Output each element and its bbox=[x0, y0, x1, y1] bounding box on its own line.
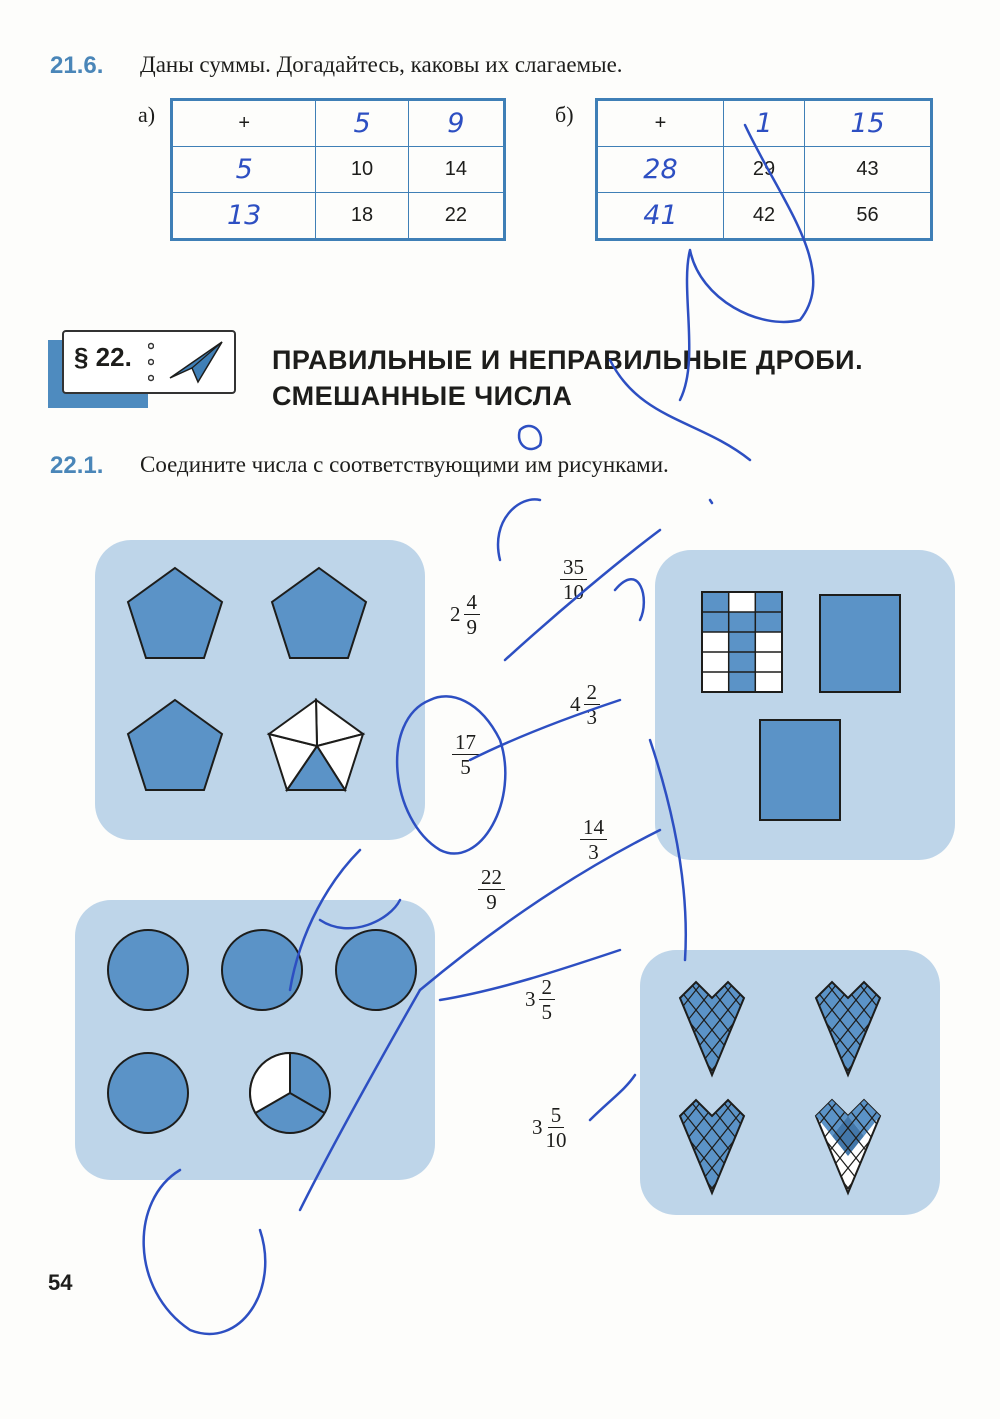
full-rectangle bbox=[820, 595, 900, 692]
heart-shape bbox=[680, 1100, 744, 1193]
circle-shape bbox=[108, 1053, 188, 1133]
table-a-cell: 22 bbox=[408, 193, 504, 240]
pentagon-figures[interactable] bbox=[118, 560, 418, 810]
page-number: 54 bbox=[48, 1270, 73, 1295]
number-whole: 3 bbox=[532, 1115, 543, 1139]
circle-partial-shape bbox=[250, 1053, 330, 1133]
fraction-denominator: 9 bbox=[486, 890, 497, 914]
paper-plane-icon bbox=[164, 338, 226, 384]
fraction-denominator: 3 bbox=[588, 840, 599, 864]
fraction-numerator: 35 bbox=[560, 555, 587, 580]
fraction-numerator: 2 bbox=[539, 975, 556, 1000]
fraction-numerator: 14 bbox=[580, 815, 607, 840]
fraction-denominator: 3 bbox=[586, 705, 597, 729]
number-3-2-5[interactable] bbox=[525, 975, 555, 1024]
heart-figures[interactable] bbox=[672, 980, 912, 1200]
number-whole: 3 bbox=[525, 987, 536, 1011]
fraction-denominator: 10 bbox=[563, 580, 584, 604]
heart-shape bbox=[680, 982, 744, 1075]
number-whole: 4 bbox=[570, 692, 581, 716]
pentagon-shape bbox=[272, 568, 366, 658]
table-b-cell: 42 bbox=[723, 193, 804, 240]
number-17-5[interactable] bbox=[452, 730, 479, 779]
task-number-21-6: 21.6. bbox=[50, 52, 104, 79]
table-b-answer-cell[interactable]: 41 bbox=[597, 193, 724, 240]
fraction-numerator: 4 bbox=[464, 590, 481, 615]
table-b-cell: 56 bbox=[805, 193, 932, 240]
table-b-label: б) bbox=[555, 102, 574, 127]
fraction-numerator: 2 bbox=[584, 680, 601, 705]
pentagon-partial-shape bbox=[269, 700, 363, 790]
task-text-22-1: Соедините числа с соответствующими им рисунками. bbox=[140, 452, 669, 477]
fraction-denominator: 9 bbox=[466, 615, 477, 639]
section-badge bbox=[62, 330, 236, 394]
heart-partial-shape bbox=[816, 1100, 880, 1193]
fraction-numerator: 17 bbox=[452, 730, 479, 755]
table-a-answer-cell[interactable]: 5 bbox=[316, 100, 408, 147]
fraction-denominator: 10 bbox=[545, 1128, 567, 1152]
table-a-label: а) bbox=[138, 102, 156, 127]
full-rectangle bbox=[760, 720, 840, 820]
sum-table-b bbox=[595, 98, 933, 241]
number-2-4-9[interactable] bbox=[450, 590, 480, 639]
pentagon-shape bbox=[128, 700, 222, 790]
section-title-line-2: СМЕШАННЫЕ ЧИСЛА bbox=[272, 381, 573, 411]
rectangle-figures[interactable] bbox=[700, 590, 905, 825]
number-4-2-3[interactable] bbox=[570, 680, 600, 729]
circle-shape bbox=[336, 930, 416, 1010]
fraction-denominator: 5 bbox=[541, 1000, 552, 1024]
fraction-numerator: 22 bbox=[478, 865, 505, 890]
fraction-numerator: 5 bbox=[548, 1103, 565, 1128]
table-b-cell: + bbox=[597, 100, 724, 147]
binder-rings-icon bbox=[148, 336, 154, 388]
table-a-cell: 14 bbox=[408, 147, 504, 193]
sum-table-a bbox=[170, 98, 506, 241]
table-a-answer-cell[interactable]: 13 bbox=[172, 193, 316, 240]
table-a-cell: 18 bbox=[316, 193, 408, 240]
task-number-22-1: 22.1. bbox=[50, 452, 104, 479]
circle-figures[interactable] bbox=[100, 925, 430, 1140]
number-22-9[interactable] bbox=[478, 865, 505, 914]
heart-shape bbox=[816, 982, 880, 1075]
number-3-5-10[interactable] bbox=[532, 1103, 567, 1152]
circle-shape bbox=[108, 930, 188, 1010]
table-b-answer-cell[interactable]: 28 bbox=[597, 147, 724, 193]
number-whole: 2 bbox=[450, 602, 461, 626]
table-b-answer-cell[interactable]: 15 bbox=[805, 100, 932, 147]
number-14-3[interactable] bbox=[580, 815, 607, 864]
table-a-cell: 10 bbox=[316, 147, 408, 193]
table-b-cell: 29 bbox=[723, 147, 804, 193]
number-35-10[interactable] bbox=[560, 555, 587, 604]
table-b-cell: 43 bbox=[805, 147, 932, 193]
section-number: § 22. bbox=[74, 342, 132, 372]
grid-partial-rectangle bbox=[702, 592, 782, 692]
fraction-denominator: 5 bbox=[460, 755, 471, 779]
table-a-answer-cell[interactable]: 5 bbox=[172, 147, 316, 193]
table-a-answer-cell[interactable]: 9 bbox=[408, 100, 504, 147]
section-title bbox=[272, 342, 863, 414]
section-title-line-1: ПРАВИЛЬНЫЕ И НЕПРАВИЛЬНЫЕ ДРОБИ. bbox=[272, 345, 864, 375]
task-text-21-6: Даны суммы. Догадайтесь, каковы их слагаемые. bbox=[140, 52, 623, 77]
pentagon-shape bbox=[128, 568, 222, 658]
table-b-answer-cell[interactable]: 1 bbox=[723, 100, 804, 147]
circle-shape bbox=[222, 930, 302, 1010]
table-a-cell: + bbox=[172, 100, 316, 147]
